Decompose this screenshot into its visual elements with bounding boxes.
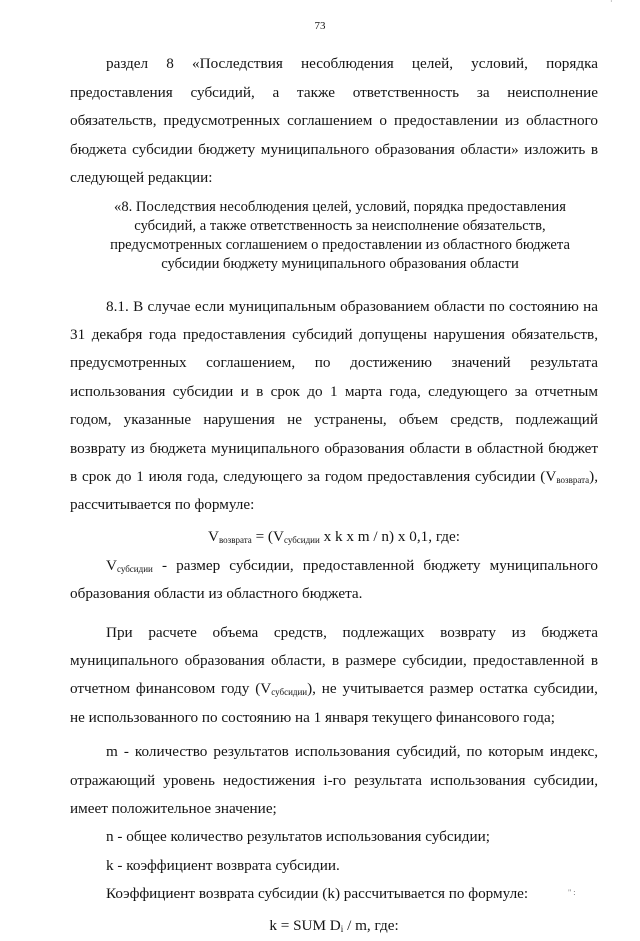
definition-k: k - коэффициент возврата субсидии. xyxy=(106,856,340,874)
paragraph-8-1-text: 8.1. В случае если муниципальным образованием области по состоянию на 31 декабря года предоставления субсидий допущены нарушения обязательств, предусмотренных соглашением, по достижению значений результата использования субсидии и в срок до 1 марта года, следующего за отчетным годом, указанные нарушения не устранены, объем средств, подлежащий возврату из бюджета муниципального образования области в областной бюджет в срок до 1 июля года, следующего за годом предоставления субсидии (V xyxy=(70,297,598,485)
definition-n: n - общее количество результатов использования субсидии; xyxy=(106,828,490,846)
paragraph-8-1-end: ), рассчитывается по формуле: xyxy=(70,467,598,514)
definition-v-subscript: субсидии xyxy=(116,563,153,574)
definition-v-text: - размер субсидии, предоставленной бюджету муниципального образования области из областного бюджета. xyxy=(70,556,598,603)
calculation-end: ), не учитывается размер остатка субсидии, не использованного по состоянию на 1 января текущего финансового года; xyxy=(70,680,598,726)
coefficient-formula-sub: i xyxy=(340,923,344,934)
section-heading: «8. Последствия несоблюдения целей, условий, порядка предоставления субсидий, а также ответственность за неисполнение обязательств, предусмотренных соглашением о предоставлении из областного бюджета субсидии бюджету муниципального образования области xyxy=(110,198,570,272)
scan-mark-top: · xyxy=(610,0,613,6)
paragraph-8-1 xyxy=(70,293,598,520)
scan-mark-bottom: " : xyxy=(568,888,576,897)
formula-sub-return: возврата xyxy=(218,534,252,545)
calculation-subscript: субсидии xyxy=(271,687,308,698)
coefficient-formula-start: k = SUM D xyxy=(269,916,341,934)
v-return-subscript: возврата xyxy=(556,474,590,485)
formula-middle: = (V xyxy=(251,527,284,545)
definition-v-symbol: V xyxy=(106,556,117,574)
intro-paragraph: раздел 8 «Последствия несоблюдения целей, условий, порядка предоставления субсидий, а также ответственность за неисполнение обязательств, предусмотренных соглашением о предоставлении из областного бюджета субсидии бюджету муниципального образования области» изложить в следующей редакции: xyxy=(70,55,598,186)
document-body xyxy=(70,50,598,941)
page-number: 73 xyxy=(314,20,326,32)
formula-sub-subsidy: субсидии xyxy=(283,534,320,545)
coefficient-formula-end: / m, где: xyxy=(343,916,399,934)
definition-m: m - количество результатов использования субсидий, по которым индекс, отражающий уровень недостижения i-го результата использования субсидии, имеет положительное значение; xyxy=(70,743,598,817)
coefficient-paragraph: Коэффициент возврата субсидии (k) рассчитывается по формуле: xyxy=(106,885,529,903)
definition-v-subsidy xyxy=(70,552,598,609)
formula-v: V xyxy=(208,527,219,545)
return-formula xyxy=(70,522,598,552)
coefficient-formula xyxy=(70,911,598,941)
calculation-text: При расчете объема средств, подлежащих возврату из бюджета муниципального образования области, в размере субсидии, предоставленной в отчетном финансовом году (V xyxy=(70,623,598,698)
section-text xyxy=(70,293,598,941)
formula-end: x k x m / n) x 0,1, где: xyxy=(319,527,460,545)
calculation-paragraph xyxy=(70,619,598,733)
